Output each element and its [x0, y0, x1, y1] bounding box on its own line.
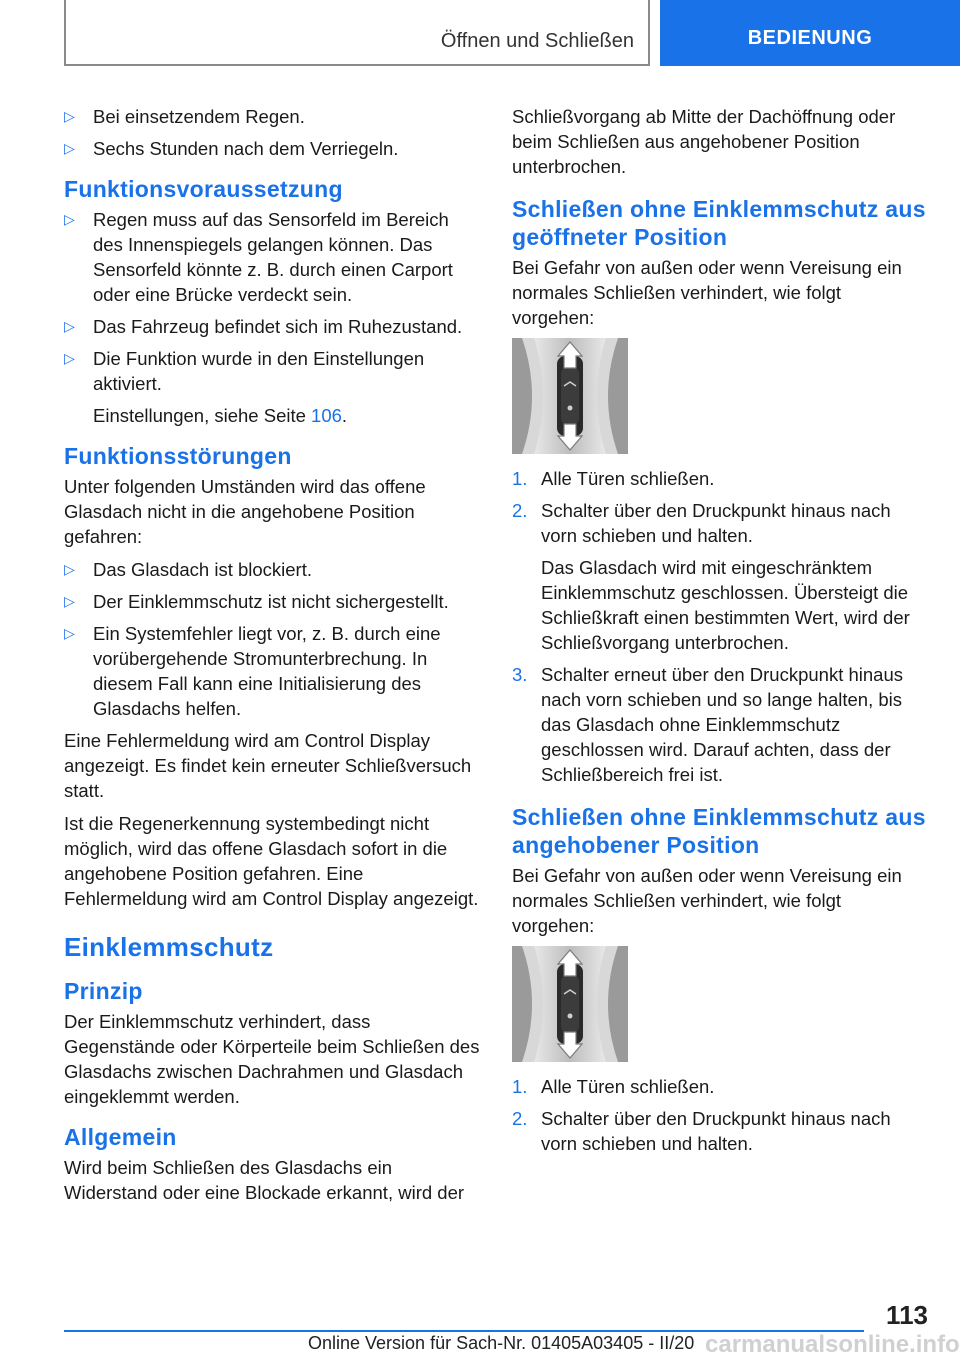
list-item-note: Das Glasdach wird mit eingeschränktem Einklemmschutz geschlossen. Übersteigt die Schließkraft einen bestimmten Wert, wird der Schließvorgang unterbrochen.: [541, 557, 910, 653]
list-item: [512, 1106, 928, 1156]
list-item-text: Alle Türen schließen.: [541, 1076, 715, 1097]
list-item: [512, 466, 928, 491]
list-item-text: Alle Türen schließen.: [541, 468, 715, 489]
list-item-text: Der Einklemmschutz ist nicht sichergestellt.: [93, 591, 449, 612]
list-item: [64, 557, 480, 582]
chapter-tab: [660, 0, 960, 66]
list-item-text: Schalter über den Druckpunkt hinaus nach vorn schieben und halten.: [541, 500, 891, 546]
list-item: [64, 346, 480, 428]
step-number: 1.: [512, 468, 528, 489]
triangle-bullet-icon: ▷: [64, 211, 75, 227]
triangle-bullet-icon: ▷: [64, 350, 75, 366]
step-number: 1.: [512, 1076, 528, 1097]
list-item: [512, 498, 928, 655]
triangle-bullet-icon: ▷: [64, 593, 75, 609]
triangle-bullet-icon: ▷: [64, 625, 75, 641]
list-item: [64, 104, 480, 129]
bullet-list-stoerungen: [64, 557, 480, 721]
list-item: [64, 207, 480, 307]
list-item: [512, 1074, 928, 1099]
bullet-list-top: [64, 104, 480, 161]
footer-online-version: Online Version für Sach-Nr. 01405A03405 - II/20: [308, 1333, 695, 1353]
list-item-text: Schalter erneut über den Druckpunkt hinaus nach vorn schieben und so lange halten, bis das Glasdach ohne Einklemmschutz geschlossen wird. Darauf achten, dass der Schließbereich frei ist.: [541, 664, 903, 785]
list-item: [64, 621, 480, 721]
chapter-tab-label: BEDIENUNG: [747, 26, 873, 49]
triangle-bullet-icon: ▷: [64, 108, 75, 124]
list-item: [512, 662, 928, 787]
heading-einklemmschutz: Einklemmschutz: [64, 932, 274, 962]
roof-switch-illustration: [512, 946, 628, 1062]
header-rule-right: [648, 0, 650, 66]
triangle-bullet-icon: ▷: [64, 318, 75, 334]
heading-angehobene-position: Schließen ohne Einklemmschutz aus angehobener Position: [512, 804, 926, 858]
bullet-list-funktion: [64, 207, 480, 428]
paragraph: Wird beim Schließen des Glasdachs ein Widerstand oder eine Blockade erkannt, wird der: [64, 1157, 465, 1203]
list-item-text: Bei einsetzendem Regen.: [93, 106, 305, 127]
list-item-text: Ein Systemfehler liegt vor, z. B. durch eine vorübergehende Stromunterbrechung. In diesem Fall kann eine Initialisierung des Glasdachs helfen.: [93, 623, 441, 719]
paragraph: Eine Fehlermeldung wird am Control Display angezeigt. Es findet kein erneuter Schließversuch statt.: [64, 730, 472, 801]
roof-switch-illustration: [512, 338, 628, 454]
reference-text: Einstellungen, siehe Seite: [93, 405, 306, 426]
steps-list-2: [512, 1074, 928, 1156]
watermark: carmanualsonline.info: [705, 1331, 960, 1358]
page-number: 113: [886, 1300, 928, 1330]
list-item-text: Sechs Stunden nach dem Verriegeln.: [93, 138, 399, 159]
list-item: [64, 589, 480, 614]
step-number: 2.: [512, 1108, 528, 1129]
step-number: 2.: [512, 500, 528, 521]
header-rule-bottom: [64, 64, 650, 66]
list-item-text: Die Funktion wurde in den Einstellungen aktiviert.: [93, 348, 425, 394]
heading-funktionsvoraussetzung: Funktionsvoraussetzung: [64, 176, 343, 202]
page-link[interactable]: 106: [311, 405, 342, 426]
section-title: Öffnen und Schließen: [440, 30, 634, 52]
list-item: [64, 136, 480, 161]
list-item-text: Das Fahrzeug befindet sich im Ruhezustand.: [93, 316, 463, 337]
paragraph: Bei Gefahr von außen oder wenn Vereisung ein normales Schließen verhindert, wie folgt vorgehen:: [512, 865, 902, 936]
right-column: [512, 104, 928, 1163]
triangle-bullet-icon: ▷: [64, 140, 75, 156]
roof-switch-image: [512, 946, 628, 1062]
paragraph: Ist die Regenerkennung systembedingt nicht möglich, wird das offene Glasdach sofort in die angehobene Position gefahren. Eine Fehlermeldung wird am Control Display angezeigt.: [64, 813, 479, 909]
steps-list-1: [512, 466, 928, 787]
step-number: 3.: [512, 664, 528, 685]
paragraph: Unter folgenden Umständen wird das offene Glasdach nicht in die angehobene Position gefahren:: [64, 476, 426, 547]
left-column: [64, 104, 480, 1213]
list-item: [64, 314, 480, 339]
list-item-text: Schalter über den Druckpunkt hinaus nach vorn schieben und halten.: [541, 1108, 891, 1154]
heading-geoeffnete-position: Schließen ohne Einklemmschutz aus geöffneter Position: [512, 196, 926, 250]
list-item-text: Regen muss auf das Sensorfeld im Bereich des Innenspiegels gelangen können. Das Sensorfeld könnte z. B. durch einen Carport oder eine Brücke verdeckt sein.: [93, 209, 453, 305]
list-item-text: Das Glasdach ist blockiert.: [93, 559, 313, 580]
einstellungen-reference: Einstellungen, siehe Seite 106.: [93, 405, 348, 426]
heading-prinzip: Prinzip: [64, 978, 143, 1004]
paragraph: Bei Gefahr von außen oder wenn Vereisung ein normales Schließen verhindert, wie folgt vorgehen:: [512, 257, 902, 328]
heading-allgemein: Allgemein: [64, 1124, 177, 1150]
roof-switch-image: [512, 338, 628, 454]
triangle-bullet-icon: ▷: [64, 561, 75, 577]
header-rule-left: [64, 0, 66, 66]
paragraph: Schließvorgang ab Mitte der Dachöffnung oder beim Schließen aus angehobener Position unterbrochen.: [512, 106, 896, 177]
paragraph: Der Einklemmschutz verhindert, dass Gegenstände oder Körperteile beim Schließen des Glasdachs zwischen Dachrahmen und Glasdach eingeklemmt werden.: [64, 1011, 480, 1107]
heading-funktionsstoerungen: Funktionsstörungen: [64, 443, 292, 469]
